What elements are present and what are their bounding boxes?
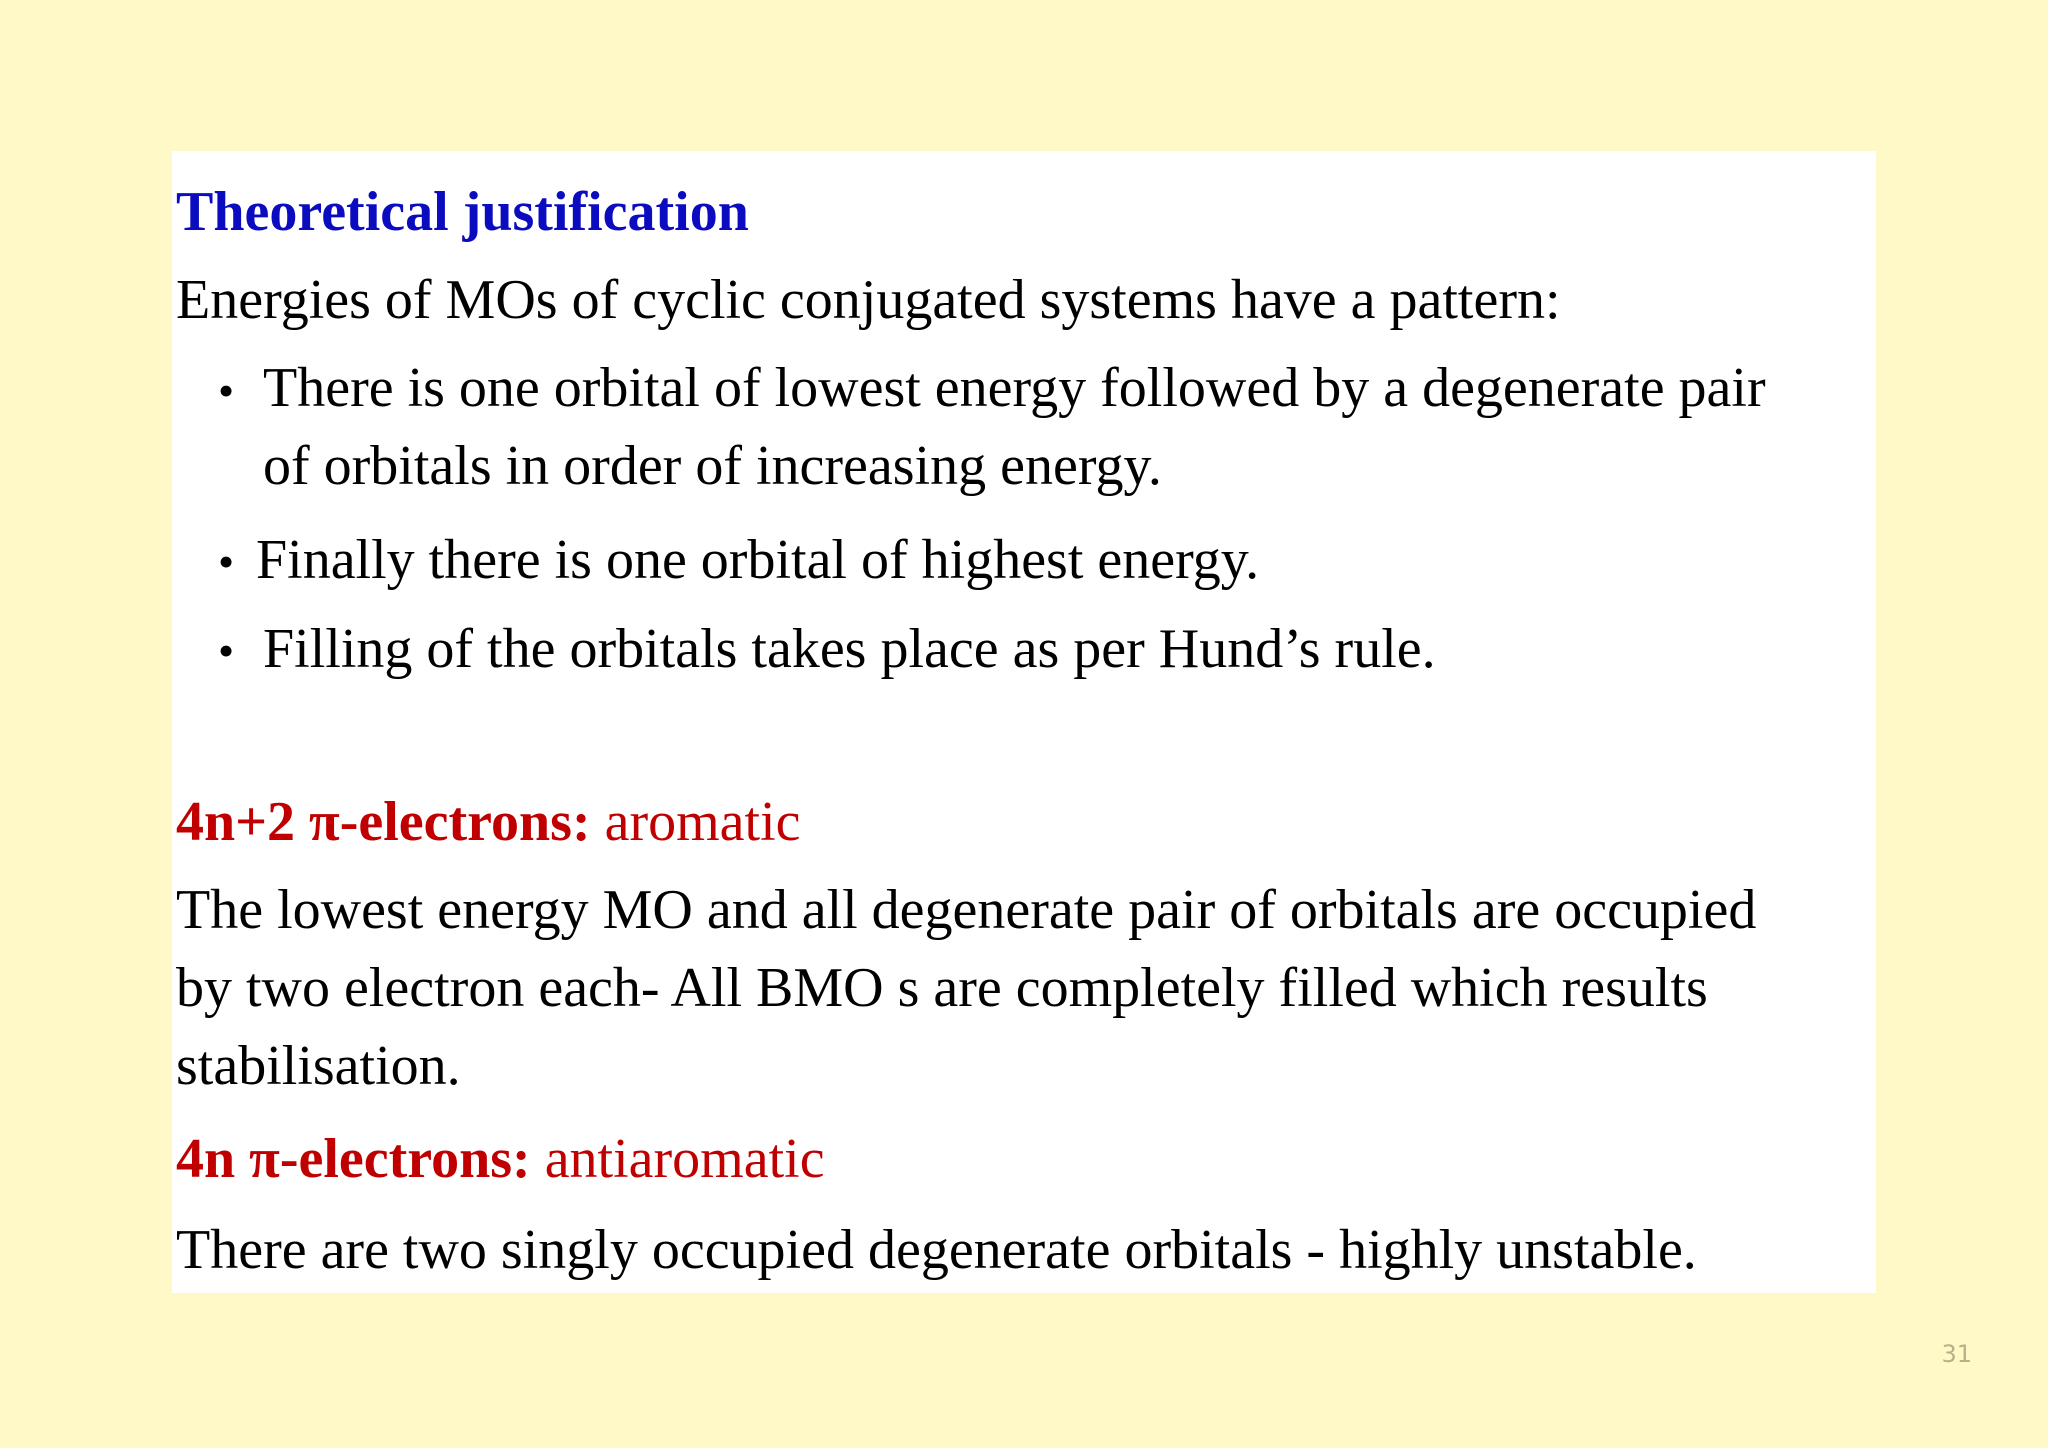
slide-number: 31 — [1941, 1340, 1972, 1368]
bullet-3-marker: • — [218, 625, 235, 676]
antiaromatic-line-1: There are two singly occupied degenerate orbitals - highly unstable. — [176, 1219, 1697, 1281]
aromatic-line-2: by two electron each- All BMO s are completely filled which results — [176, 957, 1708, 1019]
slide-title: Theoretical justification — [176, 181, 749, 243]
bullet-1-line-2: of orbitals in order of increasing energy. — [263, 435, 1162, 497]
aromatic-heading — [176, 791, 801, 853]
aromatic-label: 4n+2 π-electrons: — [176, 791, 591, 853]
aromatic-line-1: The lowest energy MO and all degenerate pair of orbitals are occupied — [176, 879, 1757, 941]
bullet-1-marker: • — [218, 365, 235, 416]
bullet-1-line-1: There is one orbital of lowest energy followed by a degenerate pair — [263, 357, 1766, 419]
antiaromatic-value: antiaromatic — [530, 1128, 825, 1190]
aromatic-value: aromatic — [590, 791, 801, 853]
bullet-2-marker: • — [218, 536, 235, 587]
antiaromatic-label: 4n π-electrons: — [176, 1128, 531, 1190]
bullet-3-line-1: Filling of the orbitals takes place as per Hund’s rule. — [263, 618, 1436, 680]
bullet-2-line-1: Finally there is one orbital of highest energy. — [256, 529, 1260, 591]
intro-text: Energies of MOs of cyclic conjugated systems have a pattern: — [176, 269, 1561, 331]
antiaromatic-heading — [176, 1128, 825, 1190]
aromatic-line-3: stabilisation. — [176, 1035, 461, 1097]
